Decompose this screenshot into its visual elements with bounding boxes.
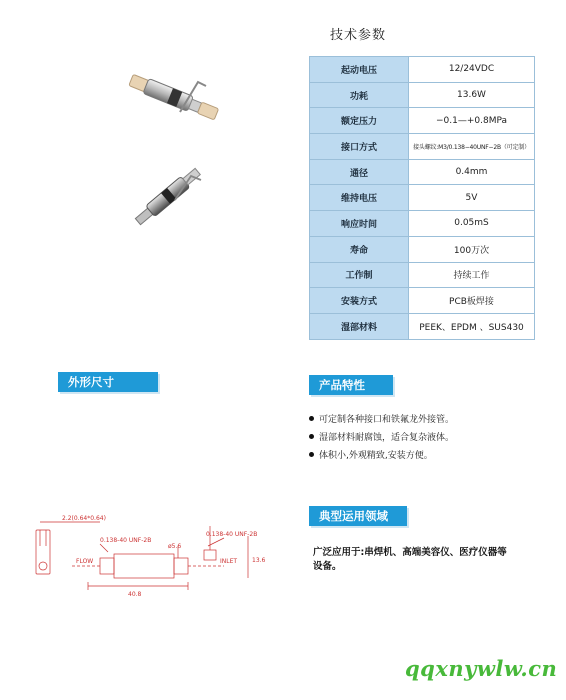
table-row <box>310 236 535 262</box>
thread-left-label: 0.138-40 UNF-2B <box>100 537 152 544</box>
list-item <box>309 447 454 465</box>
table-row <box>310 82 535 108</box>
spec-label: 寿命 <box>310 236 409 262</box>
table-row <box>310 134 535 160</box>
bullet-icon <box>309 452 314 457</box>
spec-label: 响应时间 <box>310 211 409 237</box>
dimensions-header: 外形尺寸 <box>58 372 158 392</box>
list-item <box>309 429 454 447</box>
applications-text: 广泛应用于:串焊机、高端美容仪、医疗仪器等设备。 <box>313 547 507 572</box>
watermark: qqxnywlw.cn <box>405 656 558 681</box>
feature-text: 湿部材料耐腐蚀，适合复杂液体。 <box>319 433 455 443</box>
spec-label: 接口方式 <box>310 134 409 160</box>
spec-label: 功耗 <box>310 82 409 108</box>
length-label: 40.8 <box>128 591 142 598</box>
valve-photo-bottom <box>125 160 215 232</box>
dimension-drawing <box>28 506 278 606</box>
pin-dimension-label: 2.2(0.64*0.64) <box>62 515 106 522</box>
features-header: 产品特性 <box>309 375 393 395</box>
features-list <box>309 411 454 465</box>
valve-photo-top <box>120 62 230 142</box>
spec-value: 0.4mm <box>409 159 535 185</box>
spec-value: 持续工作 <box>409 262 535 288</box>
diameter-label: ø5.6 <box>168 543 182 550</box>
spec-label: 额定压力 <box>310 108 409 134</box>
applications-header: 典型运用领域 <box>309 506 407 526</box>
spec-table <box>309 56 535 340</box>
bullet-icon <box>309 434 314 439</box>
table-row <box>310 262 535 288</box>
feature-text: 可定制各种接口和铁氟龙外接管。 <box>319 415 455 425</box>
table-row <box>310 57 535 83</box>
spec-value: 接头螺纹:M3/0.138−40UNF−2B（可定制） <box>409 134 535 160</box>
inlet-label: INLET <box>220 558 238 565</box>
flow-label: FLOW <box>76 558 94 565</box>
spec-title: 技术参数 <box>330 28 387 43</box>
spec-value: 5V <box>409 185 535 211</box>
thread-right-label: 0.138-40 UNF-2B <box>206 531 258 538</box>
feature-text: 体积小,外观精致,安装方便。 <box>319 451 433 461</box>
spec-label: 安装方式 <box>310 288 409 314</box>
spec-label: 维持电压 <box>310 185 409 211</box>
spec-label: 湿部材料 <box>310 313 409 339</box>
table-row <box>310 159 535 185</box>
spec-value: 12/24VDC <box>409 57 535 83</box>
spec-value: 100万次 <box>409 236 535 262</box>
table-row <box>310 211 535 237</box>
spec-value: −0.1—+0.8MPa <box>409 108 535 134</box>
spec-label: 起动电压 <box>310 57 409 83</box>
spec-value: 0.05mS <box>409 211 535 237</box>
table-row <box>310 185 535 211</box>
table-row <box>310 313 535 339</box>
spec-label: 通径 <box>310 159 409 185</box>
table-row <box>310 288 535 314</box>
spec-label: 工作制 <box>310 262 409 288</box>
list-item <box>309 411 454 429</box>
bullet-icon <box>309 416 314 421</box>
spec-value: 13.6W <box>409 82 535 108</box>
height-label: 13.6 <box>252 557 266 564</box>
spec-value: PEEK、EPDM 、SUS430 <box>409 313 535 339</box>
table-row <box>310 108 535 134</box>
spec-value: PCB板焊接 <box>409 288 535 314</box>
